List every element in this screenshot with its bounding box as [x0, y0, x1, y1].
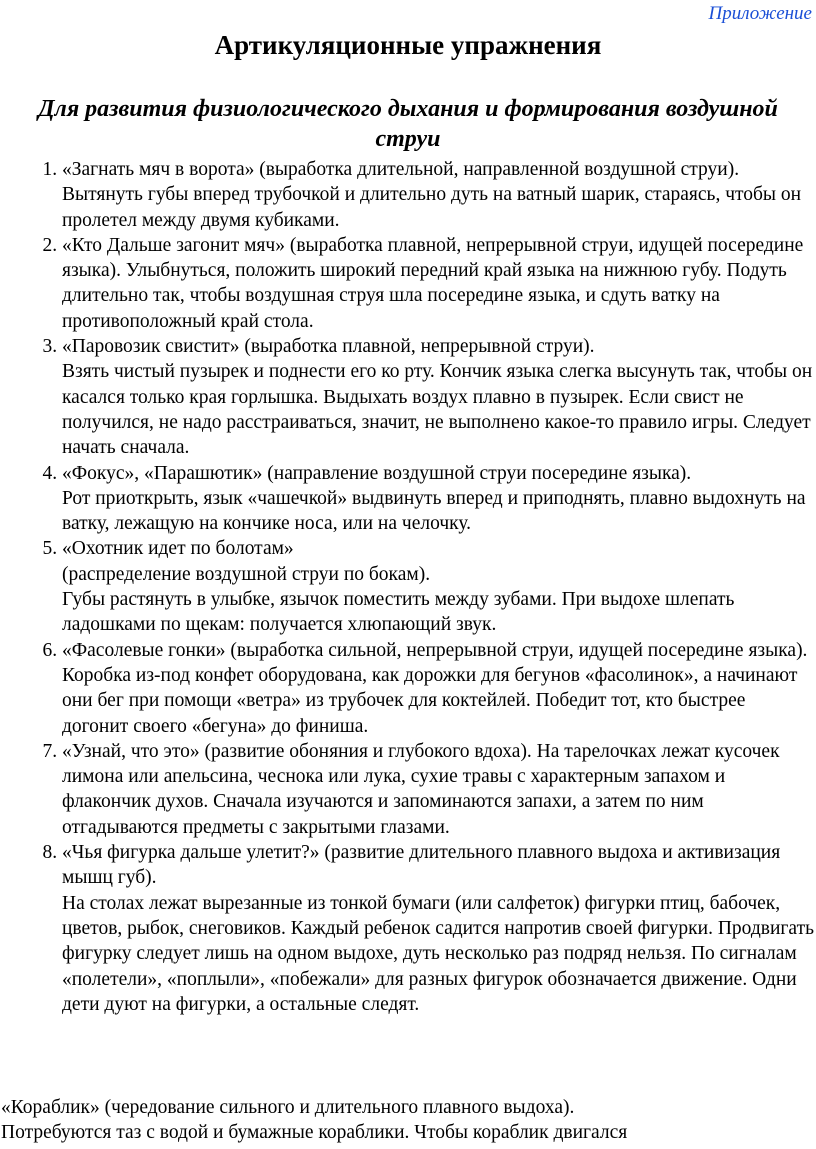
exercise-paragraph: Рот приоткрыть, язык «чашечкой» выдвинуть вперед и приподнять, плавно выдохнуть на ватку, лежащую на кончике носа, или на челочку.: [62, 487, 806, 535]
exercise-paragraph: 2. «Кто Дальше загонит мяч» (выработка плавной, непрерывной струи, идущей посередине языка). Улыбнуться, положить широкий передний край языка на нижнюю губу. Подуть длительно так, чтобы воздушная струя шла посередине языка, и сдуть ватку на противоположный край стола.: [62, 234, 804, 332]
exercise-item: [62, 157, 816, 233]
exercise-item: [62, 334, 816, 460]
appendix-label: Приложение: [708, 3, 812, 24]
continuation-line: Потребуются таз с водой и бумажные кораблики. Чтобы кораблик двигался: [1, 1122, 628, 1144]
exercise-item: [62, 461, 816, 537]
exercise-paragraph: Губы растянуть в улыбке, язычок поместить между зубами. При выдохе шлепать ладошками по щекам: получается хлюпающий звук.: [62, 589, 735, 636]
exercise-item: [62, 739, 816, 840]
exercise-item: [62, 840, 816, 1017]
continuation-text: [1, 1095, 811, 1146]
exercise-item: [62, 536, 816, 637]
exercise-paragraph: Вытянуть губы вперед трубочкой и длительно дуть на ватный шарик, стараясь, чтобы он пролетел между двумя кубиками.: [62, 184, 802, 231]
exercise-paragraph: Взять чистый пузырек и поднести его ко рту. Кончик языка слегка высунуть так, чтобы он касался только края горлышка. Выдыхать воздух плавно в пузырек. Если свист не получился, не надо расстраиваться, значит, не выполнено какое-то правило игры. Следует начать сначала.: [62, 361, 813, 459]
exercise-paragraph: 4. «Фокус», «Парашютик» (направление воздушной струи посередине языка).: [62, 462, 692, 484]
continuation-line: «Кораблик» (чередование сильного и длительного плавного выдоха).: [1, 1097, 575, 1118]
exercise-item: [62, 638, 816, 739]
section-subtitle: Для развития физиологического дыхания и формирования воздушной струи: [38, 96, 778, 152]
exercise-paragraph: 1. «Загнать мяч в ворота» (выработка длительной, направленной воздушной струи).: [62, 159, 740, 180]
exercise-paragraph: 7. «Узнай, что это» (развитие обоняния и глубокого вдоха). На тарелочках лежат кусочек лимона или апельсина, чеснока или лука, сухие травы с характерным запахом и флакончик духов. Сначала изучаются и запоминаются запахи, а затем по ним отгадываются предметы с закрытыми глазами.: [62, 740, 780, 838]
exercise-paragraph: На столах лежат вырезанные из тонкой бумаги (или салфеток) фигурки птиц, бабочек, цветов, рыбок, снеговиков. Каждый ребенок садится напротив своей фигурки. Продвигать фигурку следует лишь на одном выдохе, дуть несколько раз подряд нельзя. По сигналам «полетели», «поплыли», «побежали» для разных фигурок обозначается движение. Одни дети дуют на фигурки, а остальные следят.: [62, 892, 814, 1015]
exercise-paragraph: Коробка из-под конфет оборудована, как дорожки для бегунов «фасолинок», а начинают они бег при помощи «ветра» из трубочек для коктейлей. Победит тот, кто быстрее догонит своего «бегуна» до финиша.: [62, 664, 798, 737]
exercise-list: [20, 157, 816, 1017]
exercise-item: [62, 233, 816, 334]
exercise-paragraph: 8. «Чья фигурка дальше улетит?» (развитие длительного плавного выдоха и активизация мышц губ).: [62, 842, 781, 889]
page-title: Артикуляционные упражнения: [214, 30, 602, 60]
exercise-paragraph: 3. «Паровозик свистит» (выработка плавной, непрерывной струи).: [62, 336, 595, 358]
exercise-paragraph: 5. «Охотник идет по болотам»: [62, 538, 294, 560]
exercise-paragraph: 6. «Фасолевые гонки» (выработка сильной, непрерывной струи, идущей посередине языка).: [62, 639, 808, 661]
exercise-paragraph: (распределение воздушной струи по бокам).: [62, 563, 431, 585]
